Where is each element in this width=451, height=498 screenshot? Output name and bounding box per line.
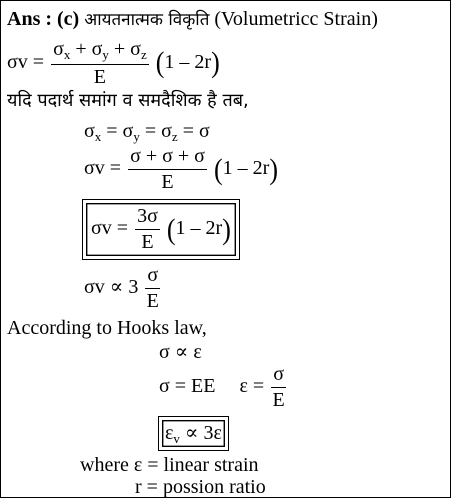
eq6-denominator: E xyxy=(272,389,285,411)
answer-label: Ans : (c) xyxy=(7,8,80,30)
eq1-lhs: σv = xyxy=(7,50,45,73)
equation-proportionality xyxy=(84,265,162,312)
eq6-left: σ = EE xyxy=(159,375,216,398)
eq2-lhs: σv = xyxy=(84,157,122,180)
eq1-denominator: E xyxy=(93,65,107,88)
eq4-lhs: σv ∝ 3 xyxy=(84,276,139,299)
eq3-lhs: σv = xyxy=(91,217,129,240)
definition-r: r = possion ratio xyxy=(135,476,266,498)
equation-equal-stresses: $\sigma_x = \sigma_y = \sigma_z = \sigma$ xyxy=(84,120,210,144)
eq3-numerator: 3σ xyxy=(135,206,160,230)
equation-stress-strain-proportional: σ ∝ ε xyxy=(159,341,202,363)
eq1-fraction xyxy=(51,39,149,88)
english-title: (Volumetricc Strain) xyxy=(214,8,378,30)
eq6-fraction xyxy=(271,364,286,411)
hindi-condition: यदि पदार्थ समांग व समदैशिक है तब, xyxy=(7,90,249,111)
eq1-factor: 1 – 2r xyxy=(164,50,212,73)
eq4-denominator: E xyxy=(146,290,159,312)
equation-volumetric-strain xyxy=(7,39,220,88)
eq1-numerator: $\sigma_x + \sigma_y + \sigma_z$ xyxy=(51,39,149,65)
hindi-title: आयतनात्मक विकृति xyxy=(84,10,210,30)
equation-hooks-law xyxy=(159,364,288,411)
eq1-open-paren: ( xyxy=(155,46,165,80)
eq6-numerator: σ xyxy=(271,364,286,388)
eq2-denominator: E xyxy=(161,171,174,193)
eq2-numerator: σ + σ + σ xyxy=(128,146,207,170)
eq2-factor: 1 – 2r xyxy=(222,157,270,180)
answer-header xyxy=(7,9,378,29)
eq4-numerator: σ xyxy=(145,265,160,289)
eq4-fraction xyxy=(145,265,160,312)
eq3-denominator: E xyxy=(141,231,154,253)
eq6-right-lhs: ε = xyxy=(239,375,265,398)
eq3-factor: 1 – 2r xyxy=(175,217,223,240)
eq1-close-paren: ) xyxy=(211,46,220,80)
boxed-result-equation: σv = $\frac{3\sigma}{E}$ (1 – 2r) xyxy=(82,199,240,260)
boxed-volumetric-strain-relation: $\varepsilon_v \propto 3\varepsilon$ xyxy=(158,416,229,451)
hooks-law-intro: According to Hooks law, xyxy=(7,317,207,339)
definition-epsilon: where ε = linear strain xyxy=(80,454,259,476)
eq3-fraction xyxy=(135,206,160,253)
equation-substituted: σv = $\frac{\sigma + \sigma + \sigma}{E}$ (1 – 2r) xyxy=(84,145,278,193)
eq2-fraction xyxy=(128,146,207,193)
